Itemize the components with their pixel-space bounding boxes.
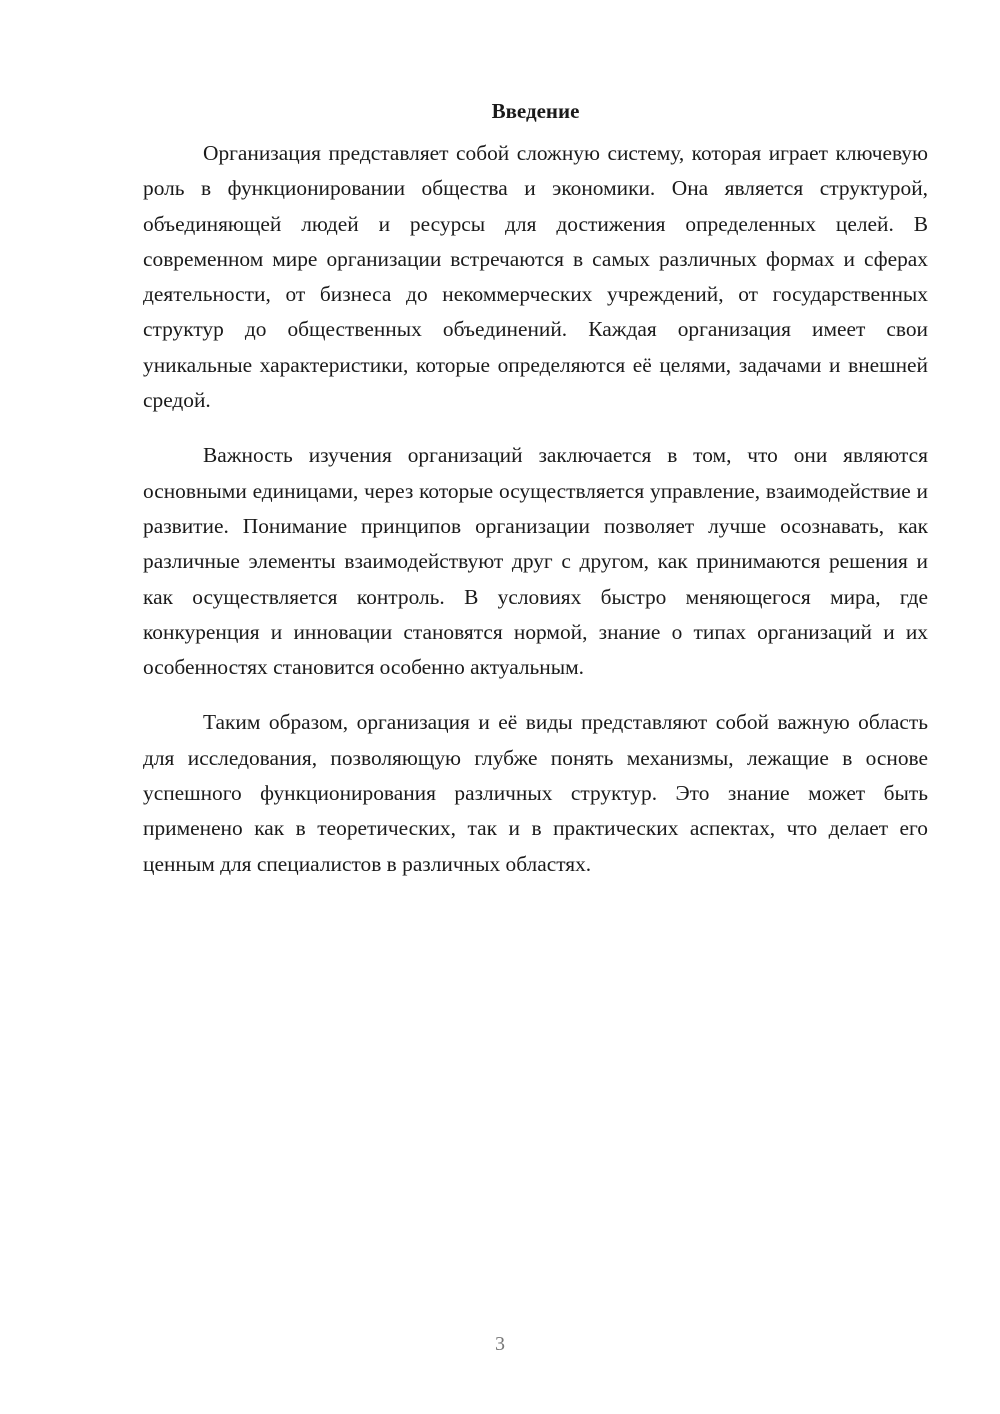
- paragraph-1: Организация представляет собой сложную систему, которая играет ключевую роль в функционировании общества и экономики. Она является структурой, объединяющей людей и ресурсы для достижения определенных целей. В современном мире организации встречаются в самых различных формах и сферах деятельности, от бизнеса до некоммерческих учреждений, от государственных структур до общественных объединений. Каждая организация имеет свои уникальные характеристики, которые определяются её целями, задачами и внешней средой.: [143, 141, 928, 413]
- section-title: Введение: [491, 99, 580, 123]
- paragraph-2: Важность изучения организаций заключается в том, что они являются основными единицами, через которые осуществляется управление, взаимодействие и развитие. Понимание принципов организации позволяет лучше осознавать, как различные элементы взаимодействуют друг с другом, как принимаются решения и как осуществляется контроль. В условиях быстро меняющегося мира, где конкуренция и инновации становятся нормой, знание о типах организаций и их особенностях становится особенно актуальным.: [143, 443, 928, 680]
- paragraph-3: Таким образом, организация и её виды представляют собой важную область для исследования, позволяющую глубже понять механизмы, лежащие в основе успешного функционирования различных структур. Это знание может быть применено как в теоретических, так и в практических аспектах, что делает его ценным для специалистов в различных областях.: [143, 710, 928, 876]
- document-page: [143, 96, 928, 902]
- page-number: 3: [495, 1333, 505, 1355]
